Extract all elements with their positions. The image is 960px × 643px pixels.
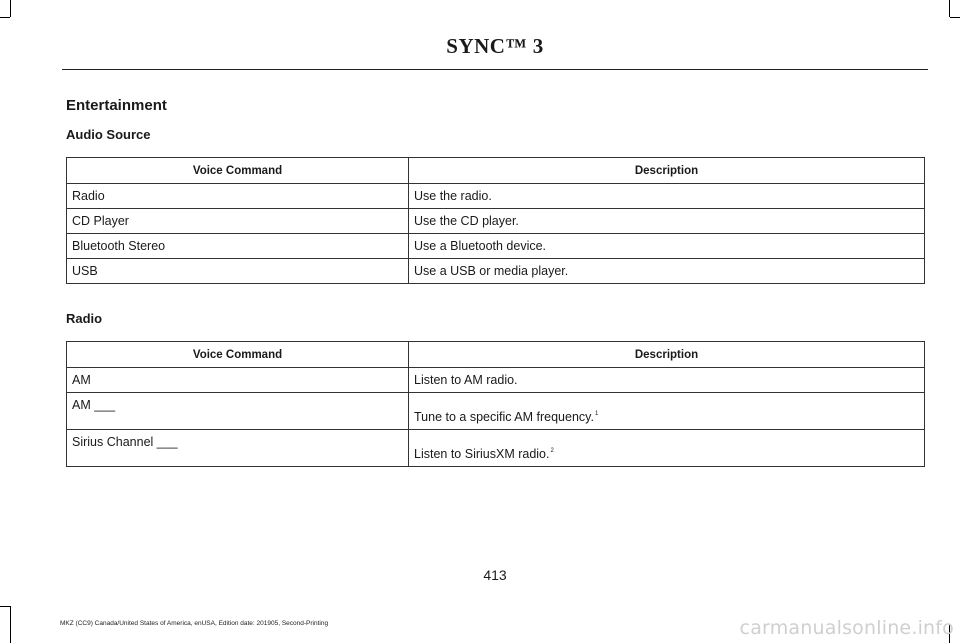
table-row <box>67 259 925 284</box>
command-description <box>409 393 925 430</box>
title-divider <box>62 69 928 70</box>
crop-mark <box>10 0 11 17</box>
voice-command: USB <box>67 259 409 284</box>
voice-command: CD Player <box>67 209 409 234</box>
description-text: Tune to a specific AM frequency. <box>414 410 594 424</box>
command-description <box>409 430 925 467</box>
table-row <box>67 368 925 393</box>
table-header-row <box>67 342 925 368</box>
crop-mark <box>10 606 11 643</box>
voice-command: Radio <box>67 184 409 209</box>
command-description: Use the CD player. <box>409 209 925 234</box>
crop-mark <box>949 0 950 17</box>
crop-mark <box>950 17 960 18</box>
command-description <box>409 368 925 393</box>
audio-source-table <box>66 157 925 284</box>
crop-mark <box>0 606 10 607</box>
radio-table <box>66 341 925 467</box>
audio-source-heading: Audio Source <box>66 127 151 142</box>
table-row <box>67 209 925 234</box>
description-text: Listen to AM radio. <box>414 373 518 387</box>
page-number: 413 <box>483 567 507 583</box>
column-header: Voice Command <box>67 158 409 184</box>
watermark: carmanualsonline.info <box>739 617 954 639</box>
table-row <box>67 430 925 467</box>
voice-command: Bluetooth Stereo <box>67 234 409 259</box>
crop-mark <box>0 17 10 18</box>
table-row <box>67 184 925 209</box>
footnote-marker: 2 <box>550 448 554 454</box>
table-row <box>67 234 925 259</box>
table-header-row <box>67 158 925 184</box>
command-description: Use a Bluetooth device. <box>409 234 925 259</box>
voice-command: AM ___ <box>67 393 409 430</box>
column-header: Description <box>409 158 925 184</box>
page-title: SYNC™ 3 <box>446 34 544 58</box>
voice-command: Sirius Channel ___ <box>67 430 409 467</box>
command-description: Use a USB or media player. <box>409 259 925 284</box>
radio-heading: Radio <box>66 311 103 326</box>
column-header: Voice Command <box>67 342 409 368</box>
description-text: Listen to SiriusXM radio. <box>414 447 550 461</box>
column-header: Description <box>409 342 925 368</box>
footer-edition-info: MKZ (CC9) Canada/United States of America, enUSA, Edition date: 201905, Second-Printing <box>60 620 329 627</box>
footnote-marker: 1 <box>594 411 599 417</box>
section-heading: Entertainment <box>66 97 167 114</box>
voice-command: AM <box>67 368 409 393</box>
table-row <box>67 393 925 430</box>
command-description: Use the radio. <box>409 184 925 209</box>
